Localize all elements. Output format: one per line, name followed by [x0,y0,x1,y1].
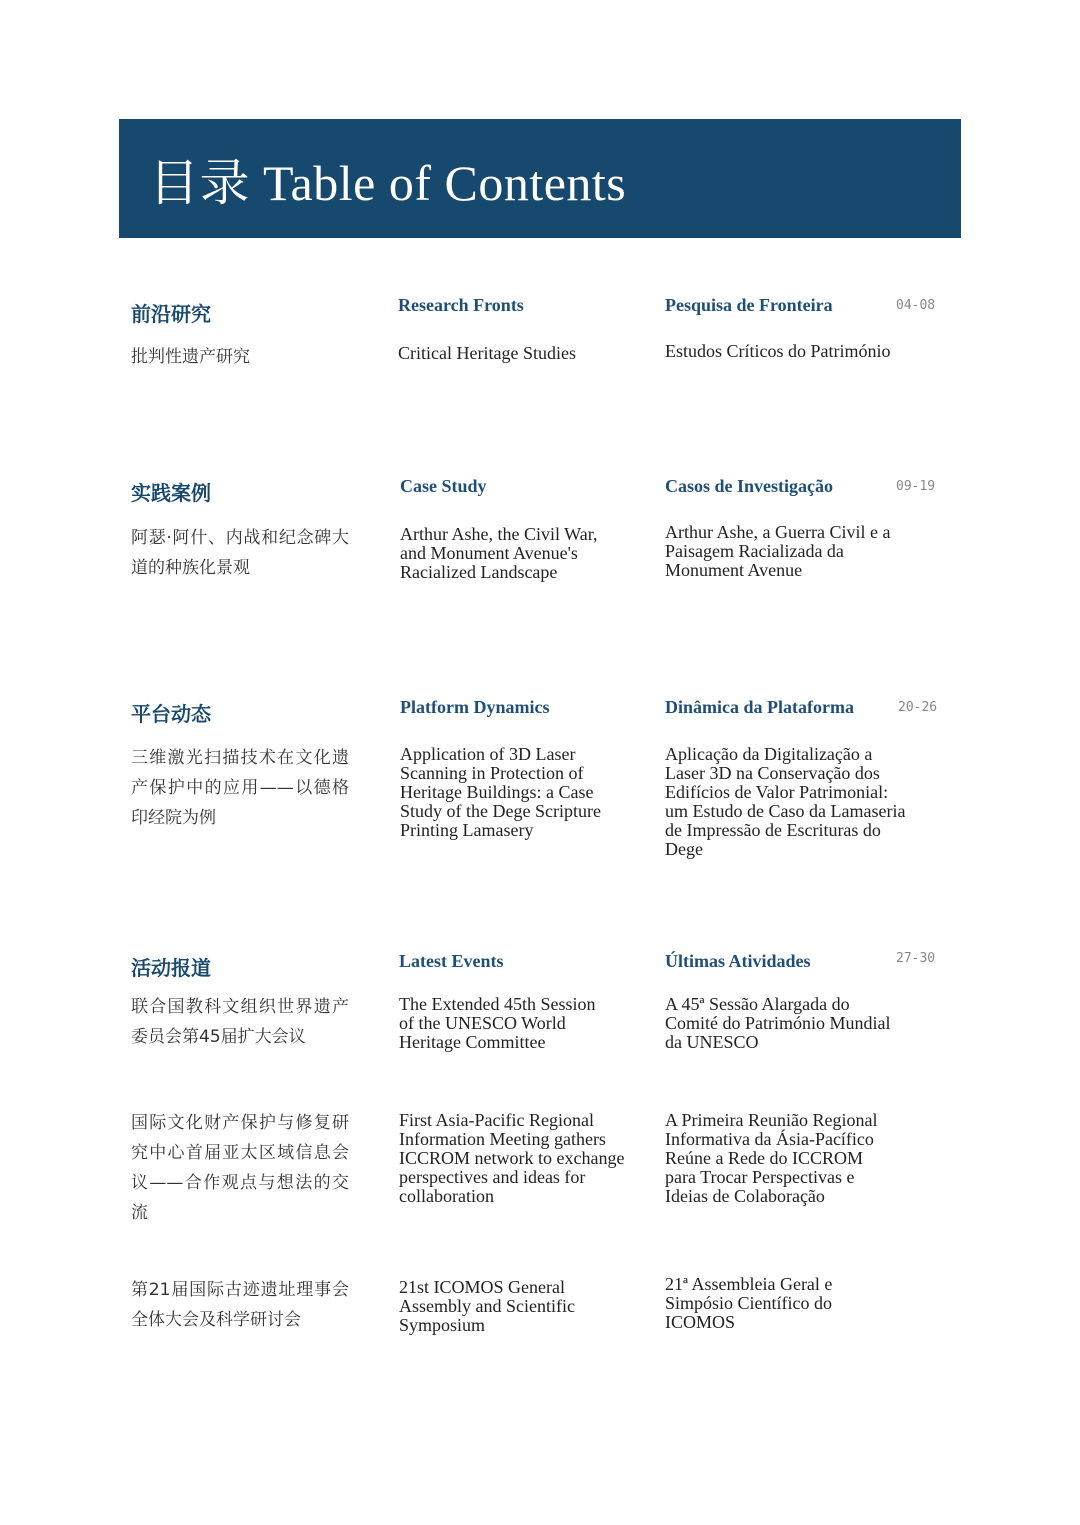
item-title-en: Critical Heritage Studies [398,343,576,363]
item-title-pt: 21ª Assembleia Geral e Simpósio Científico do ICOMOS [665,1274,833,1332]
section-heading-pt: Casos de Investigação [665,476,834,496]
item-title-pt: A 45ª Sessão Alargada do Comité do Património Mundial da UNESCO [665,994,891,1052]
section-heading-pt: Pesquisa de Fronteira [665,295,833,315]
section-heading-pt: Últimas Atividades [665,951,811,971]
item-title-zh: 批判性遗产研究 [131,347,250,367]
section-heading-zh: 平台动态 [131,702,211,726]
page-range: 09-19 [896,479,936,494]
section-heading-zh: 活动报道 [131,956,211,980]
section-heading-en: Research Fronts [398,295,524,315]
item-title-zh: 阿瑟·阿什、内战和纪念碑大道的种族化景观 [131,528,349,578]
item-title-zh: 国际文化财产保护与修复研究中心首届亚太区域信息会议——合作观点与想法的交流 [131,1113,349,1223]
item-title-en: The Extended 45th Session of the UNESCO World Heritage Committee [399,994,596,1052]
item-title-pt: Estudos Críticos do Património [665,341,891,361]
item-title-pt: A Primeira Reunião Regional Informativa da Ásia-Pacífico Reúne a Rede do ICCROM para Trocar Perspectivas e Ideias de Colaboração [665,1110,878,1206]
item-title-zh: 联合国教科文组织世界遗产委员会第45届扩大会议 [131,997,349,1047]
section-heading-en: Latest Events [399,951,504,971]
page-range: 27-30 [896,951,936,966]
item-title-en: 21st ICOMOS General Assembly and Scientific Symposium [399,1277,575,1335]
section-heading-pt: Dinâmica da Plataforma [665,697,854,717]
item-title-zh: 三维激光扫描技术在文化遗产保护中的应用——以德格印经院为例 [131,748,349,828]
item-title-pt: Arthur Ashe, a Guerra Civil e a Paisagem Racializada da Monument Avenue [665,522,891,580]
title-banner [119,119,961,238]
item-title-zh: 第21届国际古迹遗址理事会全体大会及科学研讨会 [131,1280,349,1330]
page-range: 20-26 [898,700,938,715]
section-heading-en: Platform Dynamics [400,697,550,717]
item-title-en: Application of 3D Laser Scanning in Protection of Heritage Buildings: a Case Study of the Dege Scripture Printing Lamasery [400,744,601,840]
section-heading-zh: 实践案例 [131,481,211,505]
section-heading-en: Case Study [400,476,487,496]
item-title-en: Arthur Ashe, the Civil War, and Monument Avenue's Racialized Landscape [400,524,598,582]
item-title-en: First Asia-Pacific Regional Information Meeting gathers ICCROM network to exchange perspectives and ideas for collaboration [399,1110,625,1206]
page-range: 04-08 [896,298,936,313]
section-heading-zh: 前沿研究 [131,302,211,326]
page-title: 目录 Table of Contents [149,154,627,211]
item-title-pt: Aplicação da Digitalização a Laser 3D na Conservação dos Edifícios de Valor Patrimonial: um Estudo de Caso da Lamaseria de Impressão de Escrituras do Dege [665,744,906,859]
